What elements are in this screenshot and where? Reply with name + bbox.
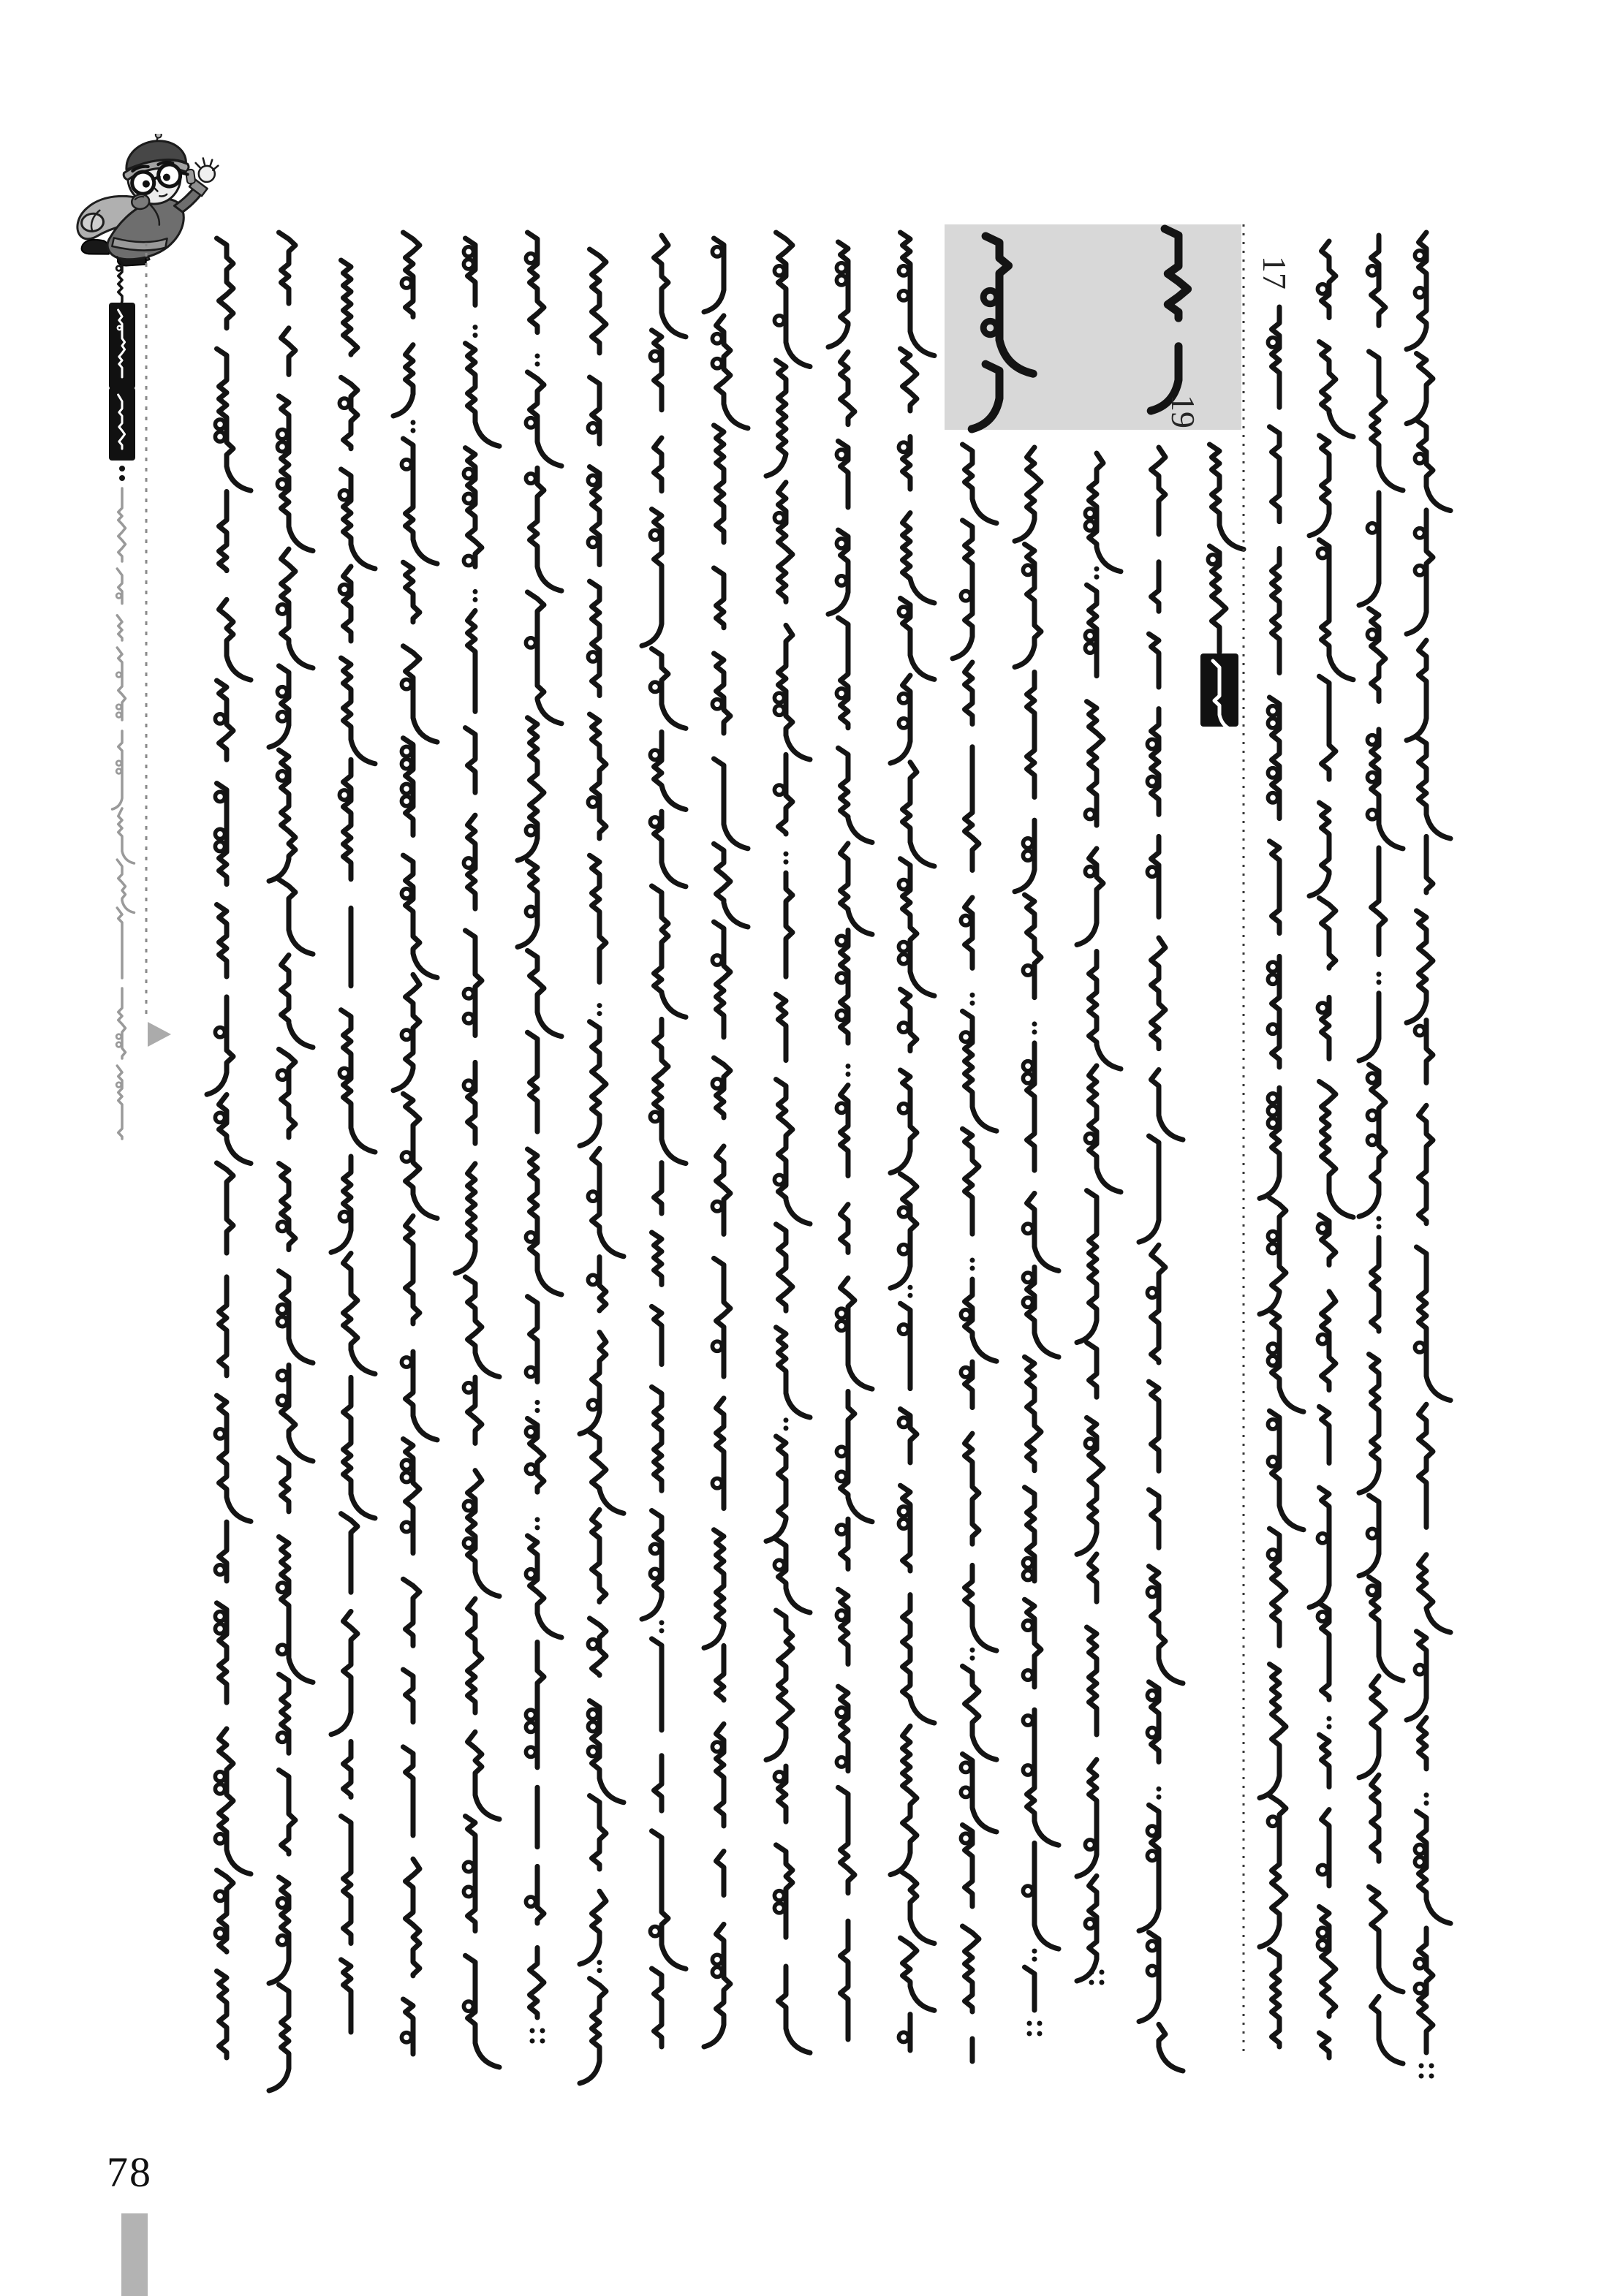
margin-grey-7	[116, 988, 125, 1058]
margin-grey-1	[118, 488, 126, 561]
page-number: 78	[107, 2148, 152, 2196]
body-col-16	[1139, 447, 1183, 2071]
body-col-3	[331, 260, 375, 2032]
body-col-12	[890, 232, 934, 2050]
margin-grey-6	[117, 908, 122, 978]
right-col-1	[1260, 307, 1304, 2047]
body-col-14	[1015, 447, 1059, 2037]
margin-grey-8	[116, 1066, 122, 1139]
body-col-13	[953, 444, 996, 2061]
highlight-word-main	[1200, 653, 1238, 731]
section-number: 17	[1256, 256, 1293, 289]
margin-grey-4	[113, 731, 123, 809]
body-col-6	[518, 232, 561, 2044]
lesson-title-col-2	[1151, 229, 1187, 411]
right-col-3	[1359, 235, 1403, 2064]
right-col-4	[1407, 232, 1450, 2079]
body-col-7	[580, 249, 624, 2083]
body-col-11	[828, 242, 872, 2039]
margin-grey-2	[116, 569, 122, 640]
body-col-1	[207, 238, 251, 2058]
body-col-4	[393, 232, 437, 2054]
lesson-title-col-1	[972, 236, 1033, 429]
lesson-number: 19	[1165, 395, 1202, 428]
margin-grey-3	[116, 648, 125, 720]
body-col-10	[766, 232, 810, 2053]
margin-highlight-2	[109, 387, 135, 461]
margin-highlight-1	[109, 303, 135, 389]
body-col-5	[455, 238, 499, 2067]
body-col-17	[1208, 444, 1244, 652]
body-col-15	[1077, 453, 1121, 1985]
body-col-2	[269, 232, 313, 2091]
margin-colon	[119, 466, 125, 481]
body-col-8	[642, 235, 686, 2047]
margin-arrow-icon	[148, 1022, 171, 1047]
right-col-2	[1309, 241, 1353, 2058]
body-col-9	[704, 238, 748, 2047]
margin-grey-5	[117, 808, 134, 913]
